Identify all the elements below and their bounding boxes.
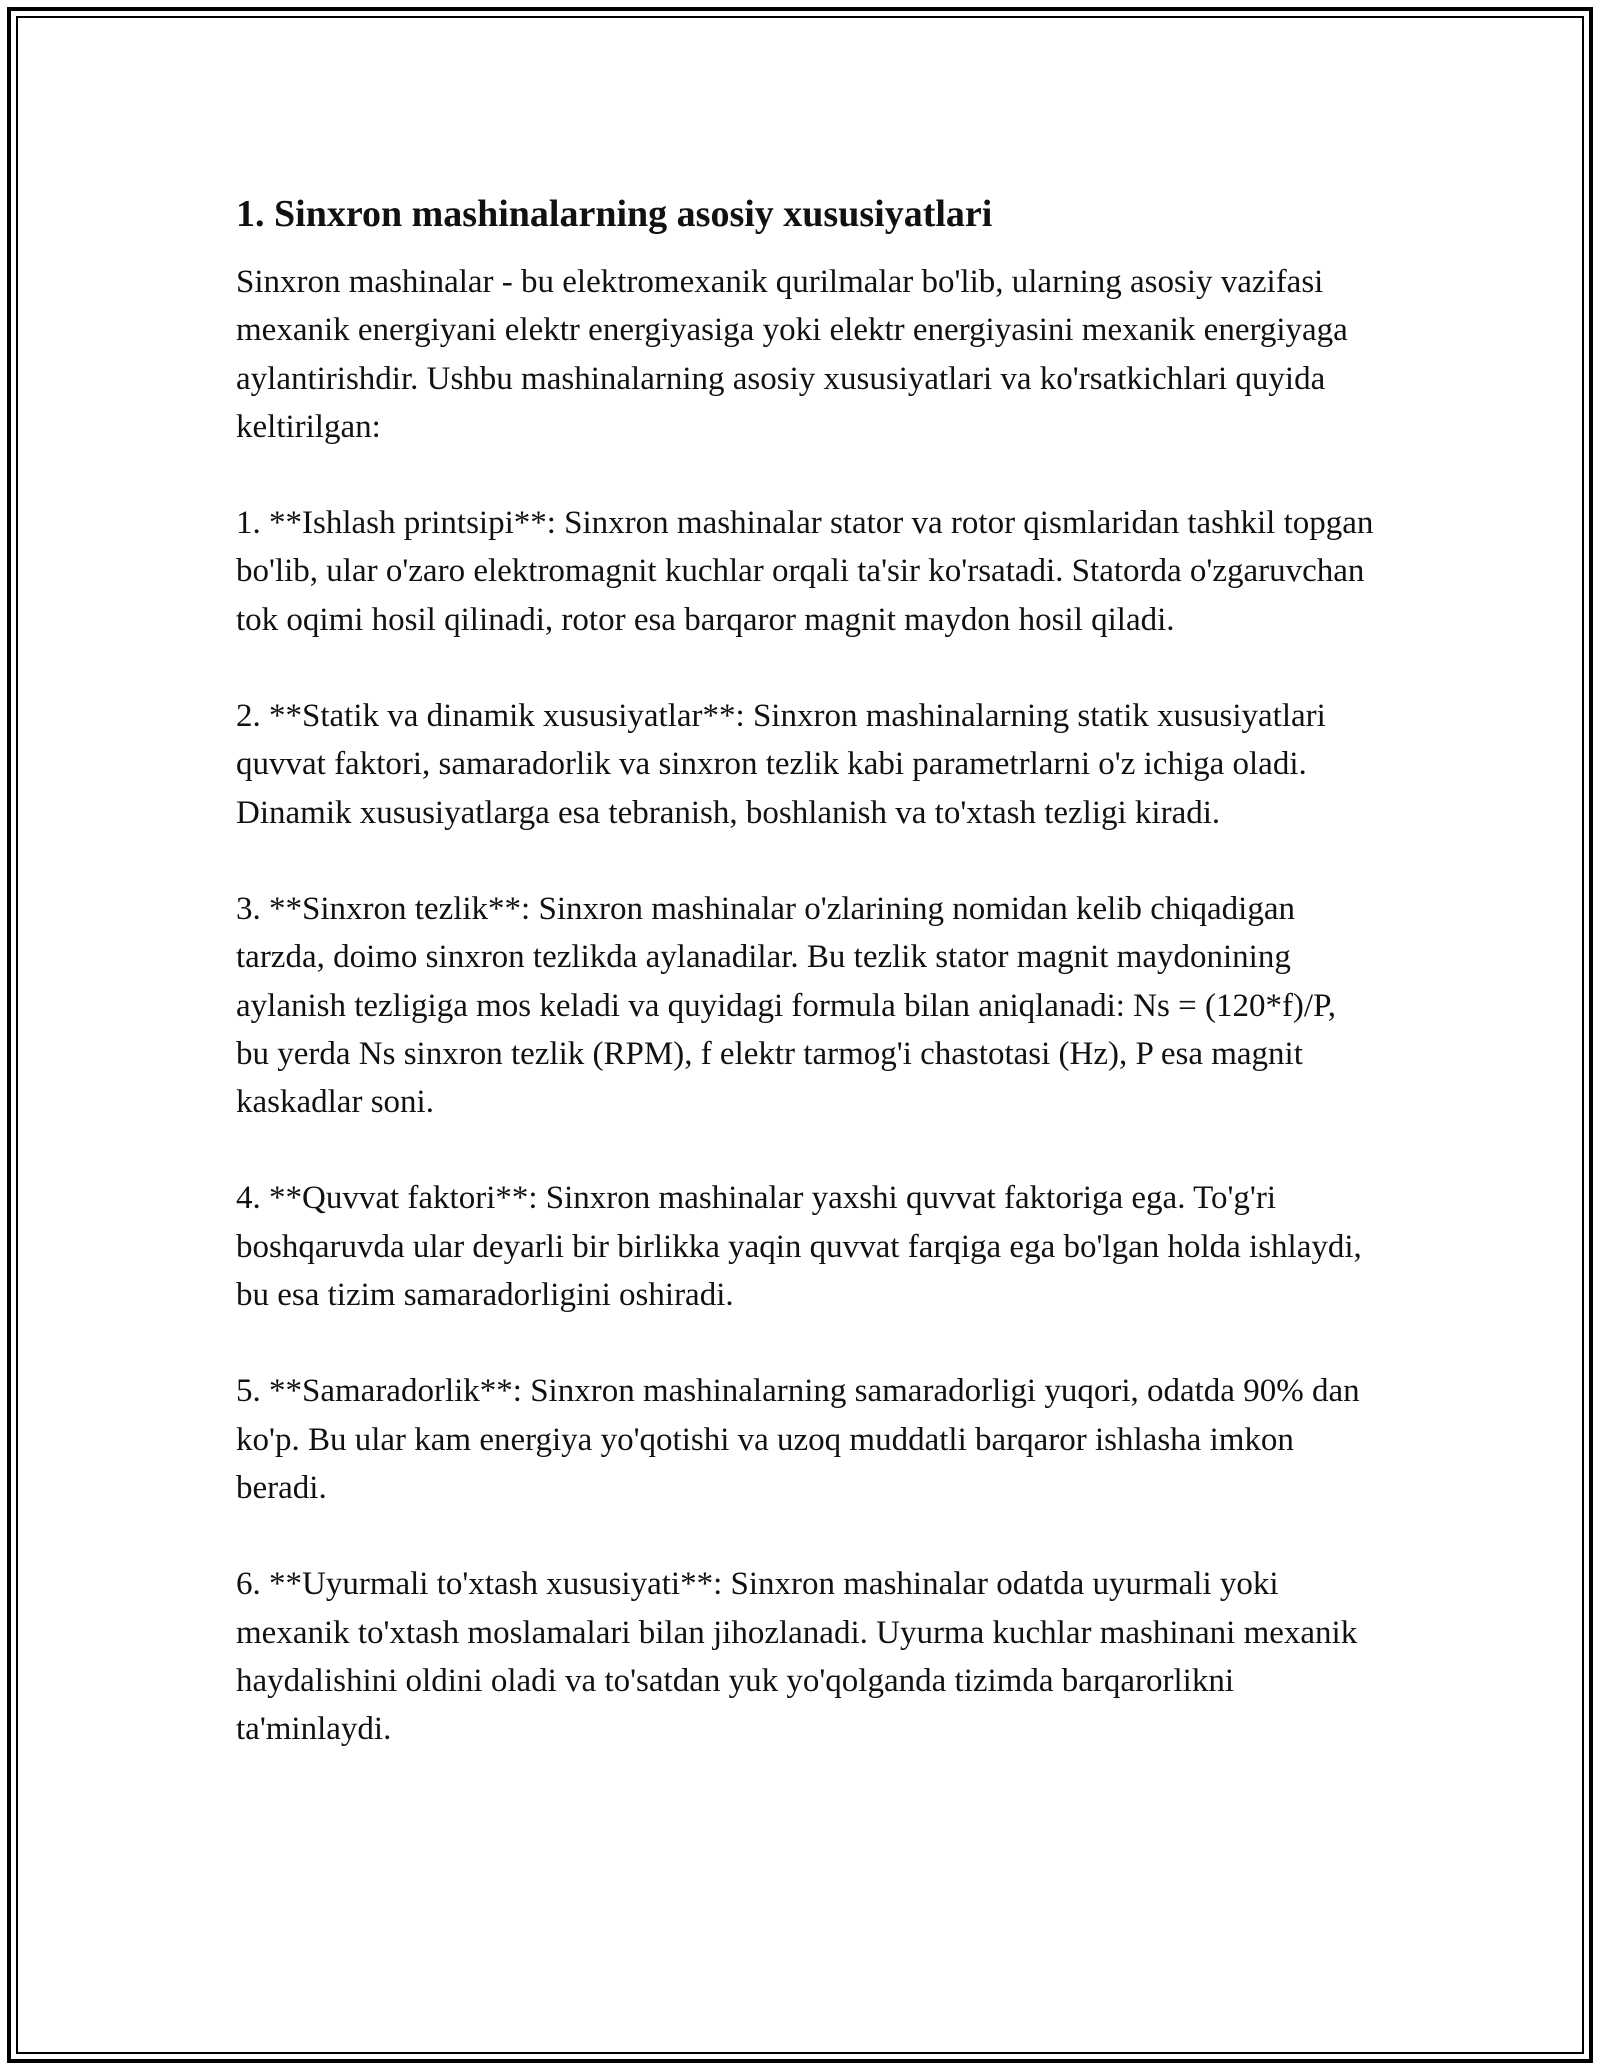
list-item-damper-stop: 6. **Uyurmali to'xtash xususiyati**: Sinxron mashinalar odatda uyurmali yoki mexanik to'xtash moslamalari bilan jihozlanadi. Uyurma kuchlar mashinani mexanik haydalishini oldini oladi va to'satdan yuk yo'qolganda tizimda barqarorlikni ta'minlaydi. [236,1566,1358,1748]
document-title: 1. Sinxron mashinalarning asosiy xususiyatlari [236,193,993,235]
list-item-power-factor: 4. **Quvvat faktori**: Sinxron mashinalar yaxshi quvvat faktoriga ega. To'g'ri boshqaruvda ular deyarli bir birlikka yaqin quvvat farqiga ega bo'lgan holda ishlaydi, bu esa tizim samaradorligini oshiradi. [236,1180,1362,1314]
document-body [236,186,1376,1801]
intro-paragraph: Sinxron mashinalar - bu elektromexanik qurilmalar bo'lib, ularning asosiy vazifasi mexanik energiyani elektr energiyasiga yoki elektr energiyasini mexanik energiyaga aylantirishdir. Ushbu mashinalarning asosiy xususiyatlari va ko'rsatkichlari quyida keltirilgan: [236,264,1348,445]
list-item-working-principle: 1. **Ishlash printsipi**: Sinxron mashinalar stator va rotor qismlaridan tashkil topgan bo'lib, ular o'zaro elektromagnit kuchlar orqali ta'sir ko'rsatadi. Statorda o'zgaruvchan tok oqimi hosil qilinadi, rotor esa barqaror magnit maydon hosil qiladi. [236,505,1374,638]
list-item-synchronous-speed: 3. **Sinxron tezlik**: Sinxron mashinalar o'zlarining nomidan kelib chiqadigan tarzda, doimo sinxron tezlikda aylanadilar. Bu tezlik stator magnit maydonining aylanish tezligiga mos keladi va quyidagi formula bilan aniqlanadi: Ns = (120*f)/P, bu yerda Ns sinxron tezlik (RPM), f elektr tarmog'i chastotasi (Hz), P esa magnit kaskadlar soni. [236,890,1337,1121]
list-item-static-dynamic: 2. **Statik va dinamik xususiyatlar**: Sinxron mashinalarning statik xususiyatlari quvvat faktori, samaradorlik va sinxron tezlik kabi parametrlarni o'z ichiga oladi. Dinamik xususiyatlarga esa tebranish, boshlanish va to'xtash tezligi kiradi. [236,698,1326,831]
list-item-efficiency: 5. **Samaradorlik**: Sinxron mashinalarning samaradorligi yuqori, odatda 90% dan ko'p. Bu ular kam energiya yo'qotishi va uzoq muddatli barqaror ishlasha imkon beradi. [236,1373,1360,1506]
